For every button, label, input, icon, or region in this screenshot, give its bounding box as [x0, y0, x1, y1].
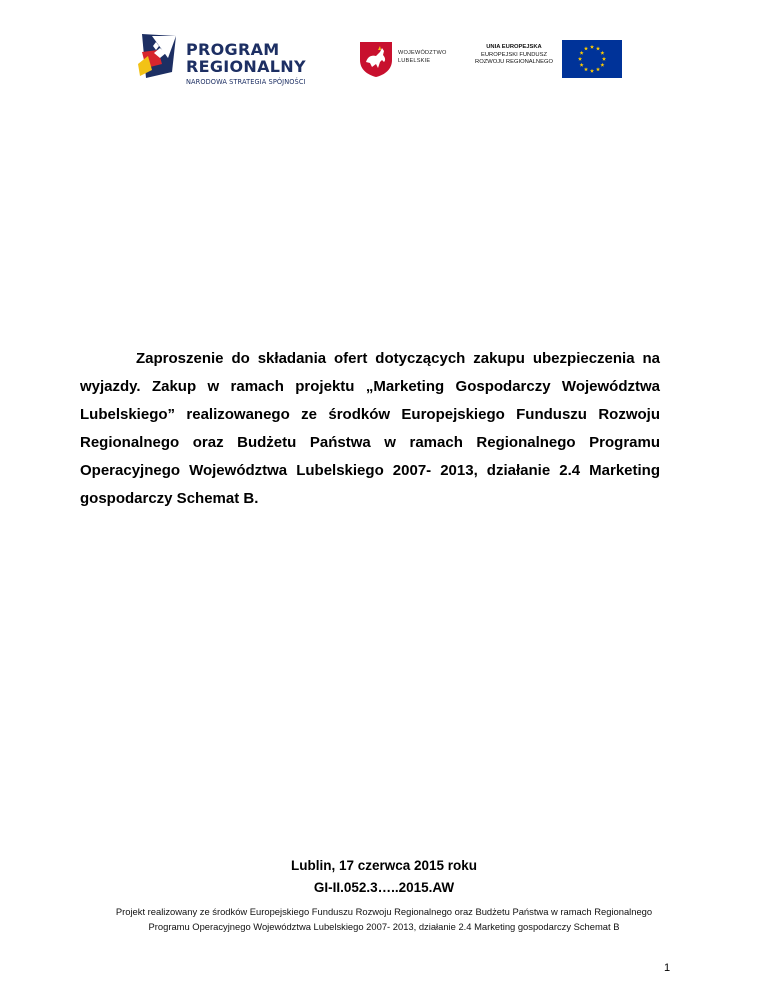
- eu-fund-label: [470, 44, 558, 67]
- eu-line2: EUROPEJSKI FUNDUSZ: [480, 51, 548, 58]
- program-regionalny-emblem: [138, 28, 182, 84]
- voivodeship-line1: WOJEWÓDZTWO: [398, 50, 447, 56]
- reference-number: GI-II.052.3…..2015.AW: [313, 880, 455, 895]
- lublin-crest-icon: [358, 40, 394, 78]
- document-title: [80, 345, 660, 513]
- eu-line1: UNIA EUROPEJSKA: [486, 44, 542, 50]
- eu-line3: ROZWOJU REGIONALNEGO: [475, 59, 553, 65]
- page-number: 1: [664, 962, 671, 974]
- voivodeship-logo: [358, 40, 468, 80]
- program-regionalny-logo: [138, 28, 338, 88]
- place-date: Lublin, 17 czerwca 2015 roku: [290, 858, 478, 873]
- program-logo-line1: PROGRAM: [186, 40, 280, 59]
- footer-text: Projekt realizowany ze środków Europejskiego Funduszu Rozwoju Regionalnego oraz Budżetu Państwa w ramach Regionalnego Programu Operacyjnego Województwa Lubelskiego 2007- 2013, działanie 2.4 Marketing gospodarczy Schemat B: [115, 906, 653, 932]
- program-logo-line2: REGIONALNY: [186, 57, 306, 76]
- document-title-text: Zaproszenie do składania ofert dotyczących zakupu ubezpieczenia na wyjazdy. Zakup w ramach projektu „Marketing Gospodarczy Województwa Lubelskiego” realizowanego ze środków Europejskiego Funduszu Rozwoju Regionalnego oraz Budżetu Państwa w ramach Regionalnego Programu Operacyjnego Województwa Lubelskiego 2007- 2013, działanie 2.4 Marketing gospodarczy Schemat B.: [80, 350, 660, 507]
- eu-flag-icon: [562, 40, 622, 78]
- voivodeship-line2: LUBELSKIE: [398, 58, 431, 64]
- program-logo-tagline: NARODOWA STRATEGIA SPÓJNOŚCI: [186, 78, 306, 86]
